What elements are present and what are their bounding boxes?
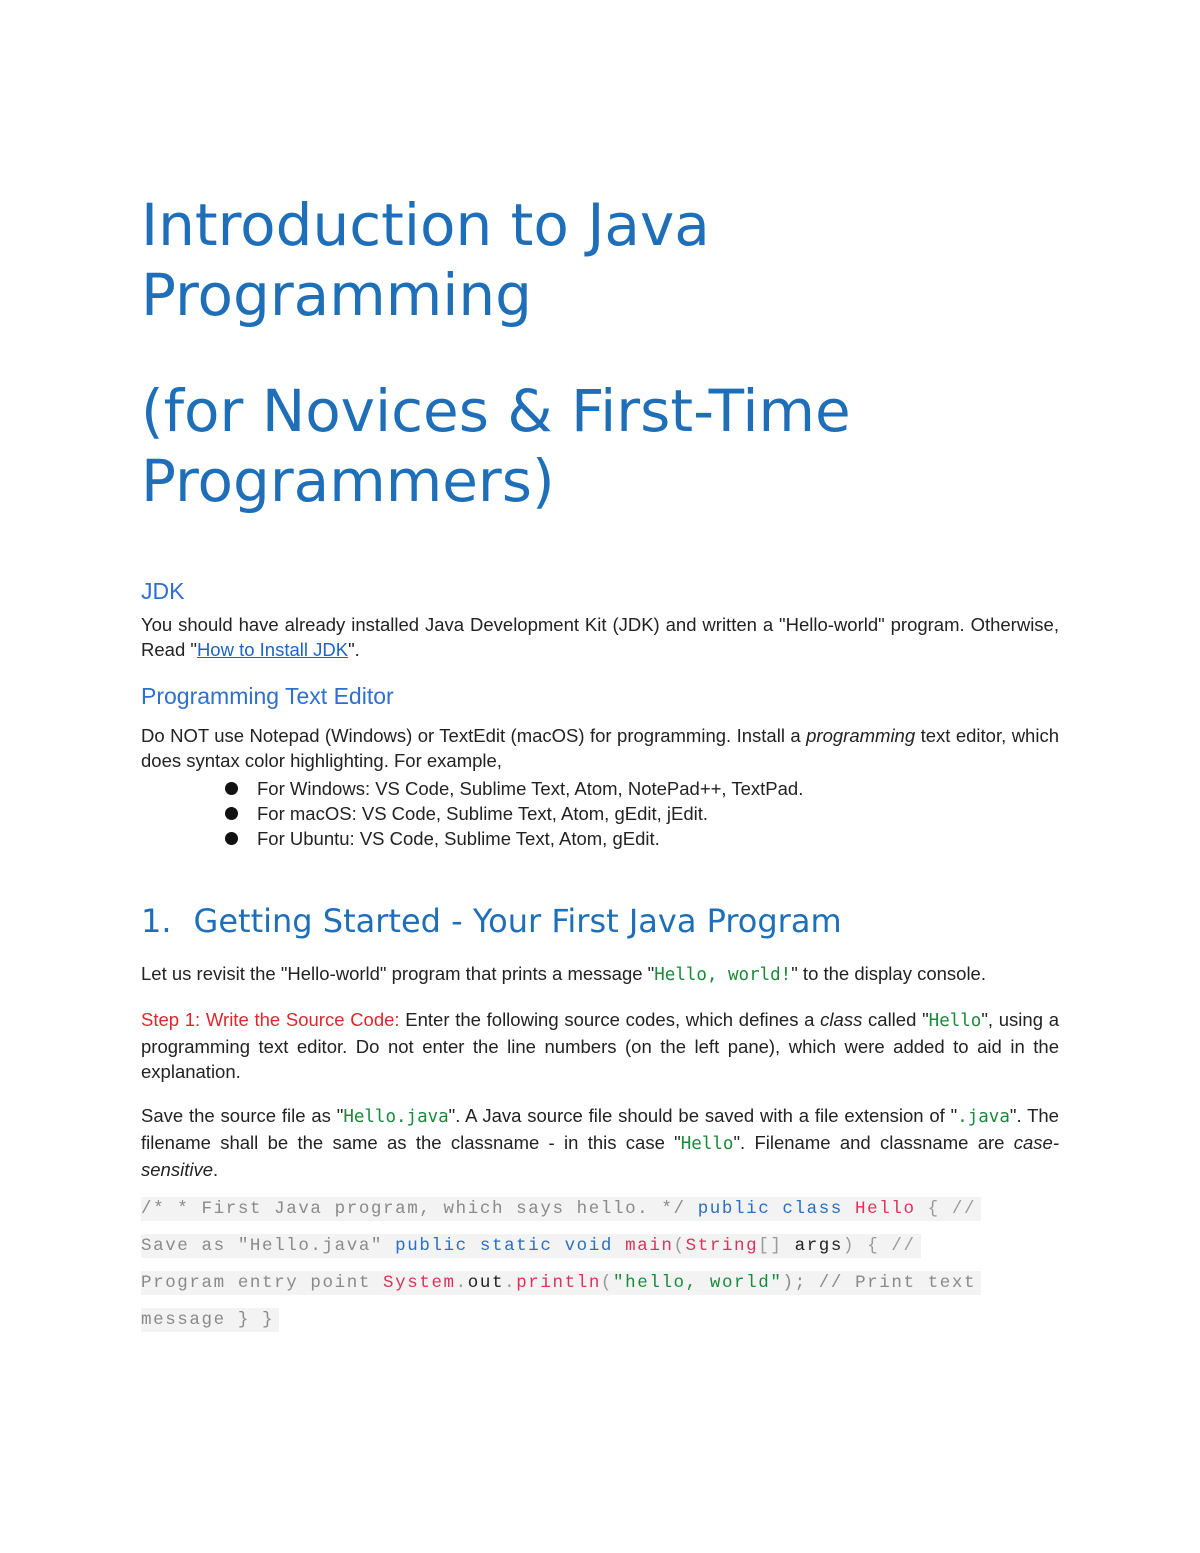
inline-code: Hello.java	[343, 1107, 449, 1127]
code-method: println	[516, 1273, 601, 1293]
code-method: main	[625, 1236, 674, 1256]
code-line	[141, 1264, 1059, 1301]
editor-text-start: Do NOT use Notepad (Windows) or TextEdit (macOS) for programming. Install a	[141, 725, 807, 746]
code-punctuation: []	[758, 1236, 783, 1256]
editor-heading: Programming Text Editor	[141, 683, 394, 709]
jdk-heading: JDK	[141, 578, 185, 604]
bullet-icon	[225, 782, 238, 795]
code-punctuation: (	[673, 1236, 686, 1256]
step-emphasis: class	[820, 1009, 863, 1030]
jdk-text-end: ".	[348, 639, 360, 660]
code-string: "hello, world"	[613, 1273, 783, 1293]
inline-code: Hello, world!	[654, 965, 792, 985]
code-punctuation: ) { //	[843, 1236, 916, 1256]
save-text: ". The filename shall be the same as the classname - in this case "	[141, 1105, 1059, 1153]
list-item	[225, 776, 1059, 801]
code-identifier: out	[467, 1273, 505, 1293]
step-1-label: Step 1: Write the Source Code:	[141, 1009, 400, 1030]
code-type: String	[685, 1236, 759, 1256]
step-text: Enter the following source codes, which defines a	[399, 1009, 821, 1030]
editor-emphasis: programming	[806, 725, 916, 746]
section-title: Getting Started - Your First Java Program	[193, 902, 842, 940]
section-number: 1.	[141, 902, 172, 940]
code-keyword: public static void	[395, 1236, 613, 1256]
code-line	[141, 1190, 1059, 1227]
step-text: called "	[862, 1009, 929, 1030]
bullet-icon	[225, 832, 238, 845]
code-comment: ); // Print text	[782, 1273, 977, 1293]
editor-list	[141, 776, 1059, 851]
code-comment: Save as "Hello.java"	[141, 1236, 384, 1256]
code-punctuation: { //	[927, 1199, 977, 1219]
list-item-text: For Ubuntu: VS Code, Sublime Text, Atom, gEdit.	[257, 828, 660, 849]
list-item-text: For macOS: VS Code, Sublime Text, Atom, gEdit, jEdit.	[257, 803, 709, 824]
intro-text-start: Let us revisit the "Hello-world" program that prints a message "	[141, 963, 655, 984]
editor-paragraph	[141, 723, 1059, 773]
inline-code: Hello	[928, 1011, 982, 1031]
jdk-text-start: You should have already installed Java Development Kit (JDK) and written a "Hello-world" program. Otherwise, Read "	[141, 614, 1059, 660]
code-keyword: public class	[697, 1199, 843, 1219]
editor-text-end: text editor, which does syntax color highlighting. For example,	[141, 725, 1059, 771]
doc-subtitle-line-2: Programmers)	[141, 447, 555, 515]
list-item	[225, 801, 1059, 826]
jdk-paragraph	[141, 612, 1059, 662]
code-comment: Program entry point	[141, 1273, 371, 1293]
save-paragraph	[141, 1103, 1059, 1182]
save-text: Save the source file as "	[141, 1105, 344, 1126]
code-comment: message } }	[141, 1310, 275, 1330]
document-page	[141, 190, 1059, 1338]
code-class-name: System	[383, 1273, 456, 1293]
bullet-icon	[225, 807, 238, 820]
intro-text-end: " to the display console.	[791, 963, 986, 984]
install-jdk-link[interactable]: How to Install JDK	[196, 639, 349, 660]
inline-code: .java	[957, 1107, 1010, 1127]
intro-paragraph	[141, 961, 1059, 988]
list-item	[225, 826, 1059, 851]
save-text: ". A Java source file should be saved with a file extension of "	[448, 1105, 958, 1126]
save-text: .	[212, 1159, 219, 1180]
code-class-name: Hello	[855, 1199, 916, 1219]
code-line	[141, 1227, 1059, 1264]
code-identifier: args	[794, 1236, 844, 1256]
list-item-text: For Windows: VS Code, Sublime Text, Atom, NotePad++, TextPad.	[257, 778, 804, 799]
code-punctuation: .	[455, 1273, 468, 1293]
save-text: ". Filename and classname are	[733, 1132, 1014, 1153]
code-comment: /* * First Java program, which says hello. */	[141, 1199, 686, 1219]
code-punctuation: (	[600, 1273, 614, 1293]
step-1-paragraph	[141, 1007, 1059, 1084]
code-line	[141, 1301, 1059, 1338]
code-punctuation: .	[504, 1273, 517, 1293]
inline-code: Hello	[680, 1134, 734, 1154]
section-1-heading	[141, 901, 1059, 941]
code-block	[141, 1190, 1059, 1338]
save-emphasis: case-sensitive	[141, 1132, 1059, 1180]
step-text: ", using a programming text editor. Do not enter the line numbers (on the left pane), which were added to aid in the explanation.	[141, 1009, 1059, 1082]
doc-title-line-2: Programming	[141, 261, 532, 329]
doc-subtitle-line-1: (for Novices & First-Time	[141, 377, 851, 445]
doc-title-line-1: Introduction to Java	[141, 191, 710, 259]
